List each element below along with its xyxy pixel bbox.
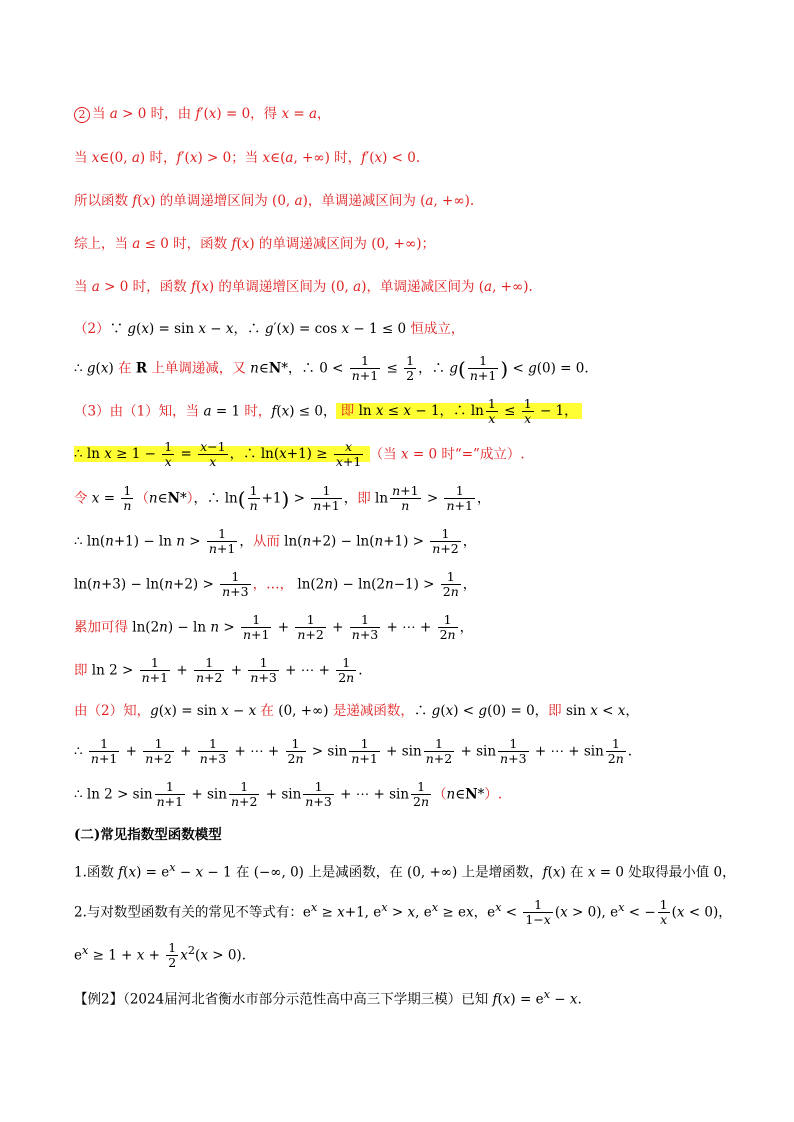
text-line: 由（2）知，g(x) = sin x − x 在 (0, +∞) 是递减函数，∴ g(x) < g(0) = 0，即 sin x < x， <box>74 703 639 719</box>
text-line: $e^x \ge 1 + x$ + $\frac{1}{2}$ $x^2(x > 0)$. <box>74 940 246 971</box>
text-line: 综上，当 a ≤ 0 时，函数 f(x) 的单调递减区间为 (0, +∞)； <box>74 236 435 252</box>
text-line: 令 x = $\frac{1}{n}$ （n∈N*），∴ ln( $\frac{1}{n}$ +1) > $\frac{1}{n+1}$ ，即 ln $\frac{n+1}{n}$ > $\frac{1}{n+1}$ ， <box>74 483 491 514</box>
text-line: 1.函数 $f(x) = e^x - x - 1$ 在 (−∞, 0) 上是减函数，在 (0, +∞) 上是增函数，f(x) 在 x = 0 处取得最小值 0， <box>74 861 736 881</box>
text-line: 2 当 a > 0 时，由 f′(x) = 0，得 x = a， <box>74 106 754 124</box>
text-line: （2）∵ g(x) = sin x − x，∴ g′(x) = cos x − 1 ≤ 0 恒成立， <box>74 321 465 337</box>
text-line: 累加可得 ln(2n) − ln n > $\frac{1}{n+1}$ + $\frac{1}{n+2}$ + $\frac{1}{n+3}$ + ⋯ + $\frac{1}{2n}$ ， <box>74 612 474 643</box>
text-line: 当 a > 0 时，函数 f(x) 的单调递增区间为 (0, a)，单调递减区间为 (a, +∞). <box>74 279 533 295</box>
text-line: ∴ ln 2 > sin $\frac{1}{n+1}$ + sin $\frac{1}{n+2}$ + sin $\frac{1}{n+3}$ + ⋯ + sin $\frac{1}{2n}$ （n∈N*）. <box>74 779 503 810</box>
text-line: ∴ ln(n+1) − ln n > $\frac{1}{n+1}$ ，从而 ln(n+2) − ln(n+1) > $\frac{1}{n+2}$ ， <box>74 526 477 557</box>
text-line: （3）由（1）知，当 a = 1 时，f(x) ≤ 0， 即 ln x ≤ x − 1，∴ ln $\frac{1}{x}$ ≤ $\frac{1}{x}$ − 1， <box>74 396 582 427</box>
text-line: 2.与对数型函数有关的常见不等式有：$e^x \ge x+1$, $e^x > x$, $e^x$ ≥ ex，$e^x$ < $\frac{1}{1-x}$ (x > 0), $e^x$ < − $\frac{1}{x}$ (x < 0)， <box>74 897 732 928</box>
text-line: 所以函数 f(x) 的单调递增区间为 (0, a)，单调递减区间为 (a, +∞). <box>74 193 475 209</box>
text-line: ln(n+3) − ln(n+2) > $\frac{1}{n+3}$ ，…， ln(2n) − ln(2n−1) > $\frac{1}{2n}$ ， <box>74 569 477 600</box>
text-line: 即 ln 2 > $\frac{1}{n+1}$ + $\frac{1}{n+2}$ + $\frac{1}{n+3}$ + ⋯ + $\frac{1}{2n}$ . <box>74 655 363 686</box>
text-line: ∴ g(x) 在 R 上单调递减，又 n∈N*，∴ 0 < $\frac{1}{n+1}$ ≤ $\frac{1}{2}$ ，∴ g( $\frac{1}{n+1}$ ) < g(0) = 0. <box>74 353 589 384</box>
text-line: 当 x∈(0, a) 时，f′(x) > 0；当 x∈(a, +∞) 时，f′(x) < 0. <box>74 150 421 166</box>
text-line: ∴ ln x ≥ 1 − $\frac{1}{x}$ = $\frac{x-1}{x}$ ，∴ ln(x+1) ≥ $\frac{x}{x+1}$ （当 x = 0 时“=”成立）. <box>74 439 525 470</box>
text-line: ∴ $\frac{1}{n+1}$ + $\frac{1}{n+2}$ + $\frac{1}{n+3}$ + ⋯ + $\frac{1}{2n}$ > sin $\frac{1}{n+1}$ + sin $\frac{1}{n+2}$ + sin $\frac{1}{n+3}$ + ⋯ + sin $\frac{1}{2n}$ . <box>74 736 633 767</box>
example-title: 【例2】（2024届河北省衡水市部分示范性高中高三下学期三模）已知 $f(x) = e^x - x$. <box>74 988 582 1008</box>
section-heading: (二)常见指数型函数模型 <box>74 827 222 843</box>
